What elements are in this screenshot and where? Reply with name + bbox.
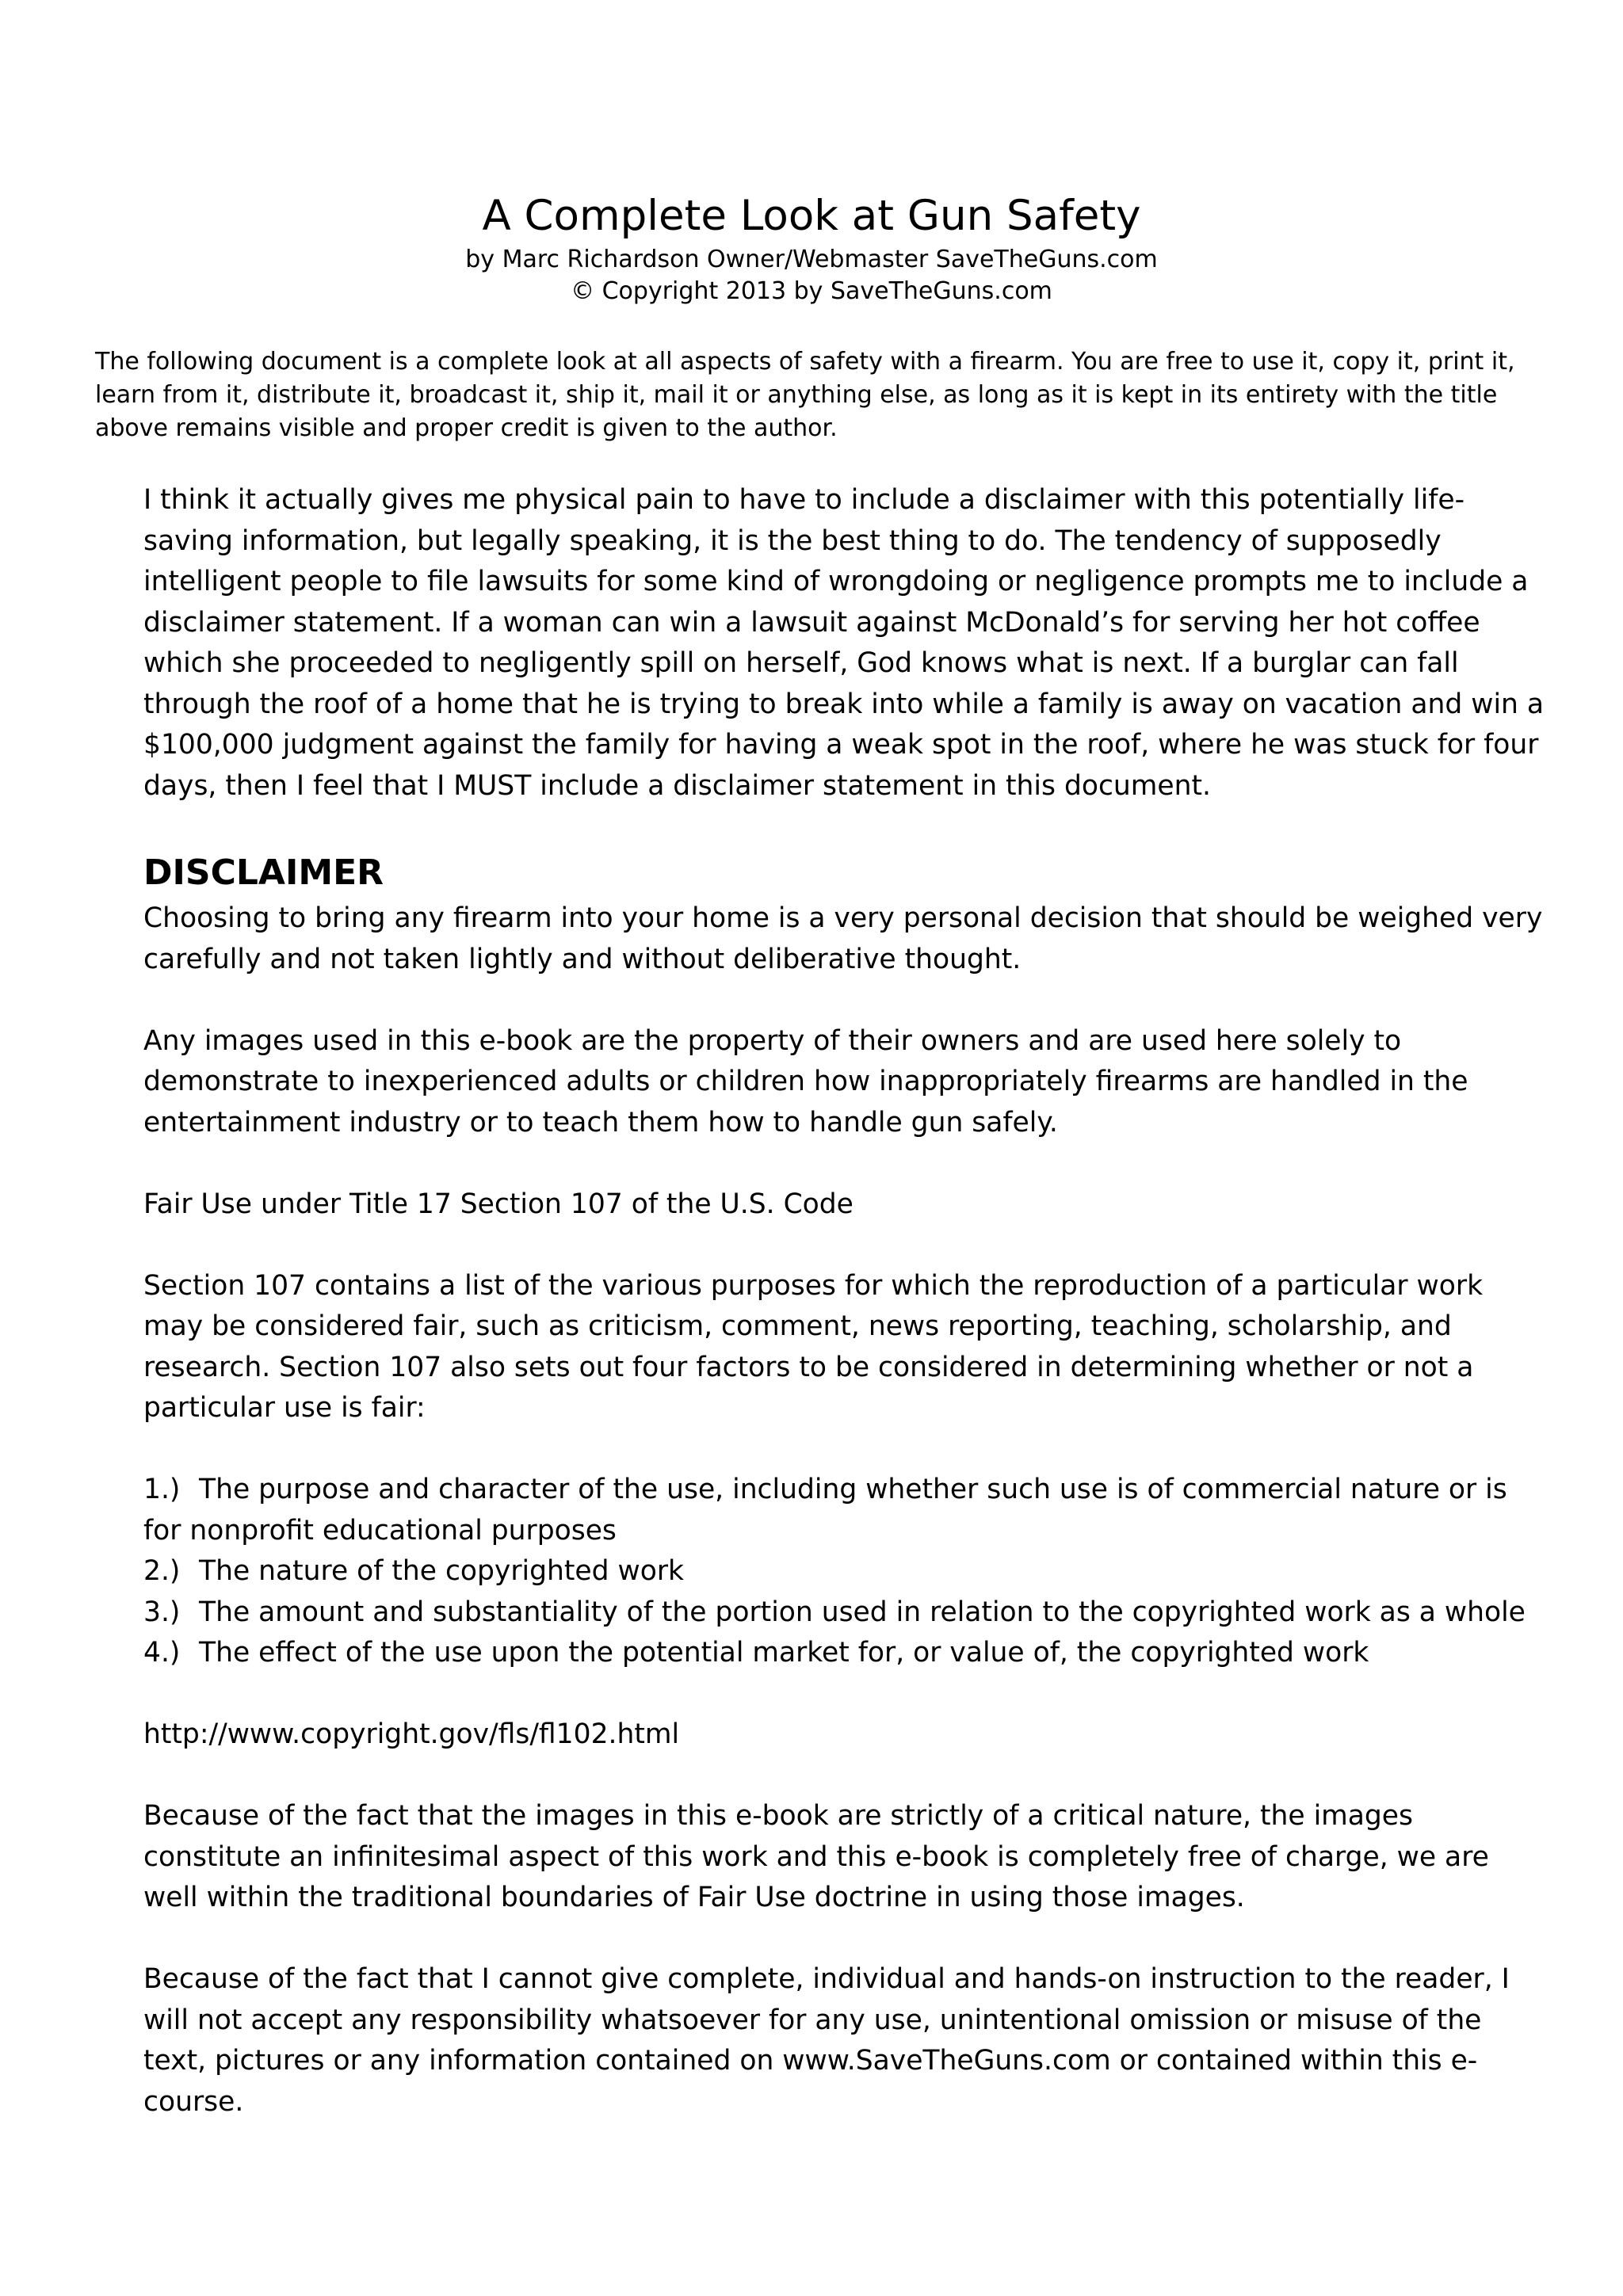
list-item-number: 3.)	[143, 1596, 181, 1628]
list-item-text: The effect of the use upon the potential market for, or value of, the copyrighted work	[199, 1637, 1369, 1669]
paragraph-spacer	[143, 1225, 1545, 1266]
responsibility-paragraph: Because of the fact that I cannot give complete, individual and hands-on instruction to the reader, I will not accept any responsibility whatsoever for any use, unintentional omission or misuse of the text, pictures or any information contained on www.SaveTheGuns.com or contained within this e-course.	[143, 1963, 1510, 2118]
copyright-notice: © Copyright 2013 by SaveTheGuns.com	[571, 277, 1052, 305]
list-item	[143, 1592, 1545, 1634]
list-item-number: 4.)	[143, 1637, 181, 1669]
list-item-text: The purpose and character of the use, including whether such use is of commercial nature or is for nonprofit educational purposes	[143, 1474, 1507, 1547]
license-notice: The following document is a complete look at all aspects of safety with a firearm. You are free to use it, copy it, print it, learn from it, distribute it, broadcast it, ship it, mail it or anything else, as long as it is kept in its entirety with the title above remains visible and proper credit is given to the author.	[95, 348, 1515, 442]
paragraph-spacer	[143, 1429, 1545, 1470]
document-header	[0, 189, 1623, 307]
paragraph-spacer	[143, 980, 1545, 1021]
intro-paragraph: I think it actually gives me physical pain to have to include a disclaimer with this potentially life-saving information, but legally speaking, it is the best thing to do. The tendency of supposedly intelligent people to file lawsuits for some kind of wrongdoing or negligence prompts me to include a disclaimer statement. If a woman can win a lawsuit against McDonald’s for serving her hot coffee which she proceeded to negligently spill on herself, God knows what is next. If a burglar can fall through the roof of a home that he is trying to break into while a family is away on vacation and win a $100,000 judgment against the family for having a weak spot in the roof, where he was stuck for four days, then I feel that I MUST include a disclaimer statement in this document.	[143, 484, 1545, 802]
list-item	[143, 1470, 1545, 1551]
document-body	[143, 480, 1545, 2122]
list-item-text: The amount and substantiality of the portion used in relation to the copyrighted work as a whole	[199, 1596, 1526, 1628]
disclaimer-paragraph-2: Any images used in this e-book are the property of their owners and are used here solely to demonstrate to inexperienced adults or children how inappropriately firearms are handled in the entertainment industry or to teach them how to handle gun safely.	[143, 1024, 1468, 1138]
fair-use-factors-list	[143, 1470, 1545, 1674]
list-item-text: The nature of the copyrighted work	[199, 1555, 684, 1587]
section-107-paragraph: Section 107 contains a list of the various purposes for which the reproduction of a particular work may be considered fair, such as criticism, comment, news reporting, teaching, scholarship, and research. Section 107 also sets out four factors to be considered in determining whether or not a particular use is fair:	[143, 1269, 1484, 1424]
list-item	[143, 1633, 1545, 1674]
disclaimer-paragraph-1: Choosing to bring any firearm into your home is a very personal decision that should be weighed very carefully and not taken lightly and without deliberative thought.	[143, 902, 1543, 975]
disclaimer-heading: DISCLAIMER	[143, 852, 384, 893]
fair-use-paragraph: Because of the fact that the images in this e-book are strictly of a critical nature, the images constitute an infinitesimal aspect of this work and this e-book is completely free of charge, we are well within the traditional boundaries of Fair Use doctrine in using those images.	[143, 1800, 1489, 1913]
paragraph-spacer	[143, 1756, 1545, 1797]
list-item-number: 1.)	[143, 1474, 181, 1505]
list-item-number: 2.)	[143, 1555, 181, 1587]
paragraph-spacer	[143, 1674, 1545, 1715]
author-byline: by Marc Richardson Owner/Webmaster SaveTheGuns.com	[465, 246, 1158, 273]
paragraph-spacer	[143, 1919, 1545, 1960]
copyright-gov-url: http://www.copyright.gov/fls/fl102.html	[143, 1718, 680, 1750]
fair-use-title: Fair Use under Title 17 Section 107 of the U.S. Code	[143, 1188, 854, 1220]
paragraph-spacer	[143, 1143, 1545, 1184]
document-title: A Complete Look at Gun Safety	[482, 192, 1141, 240]
list-item	[143, 1551, 1545, 1592]
